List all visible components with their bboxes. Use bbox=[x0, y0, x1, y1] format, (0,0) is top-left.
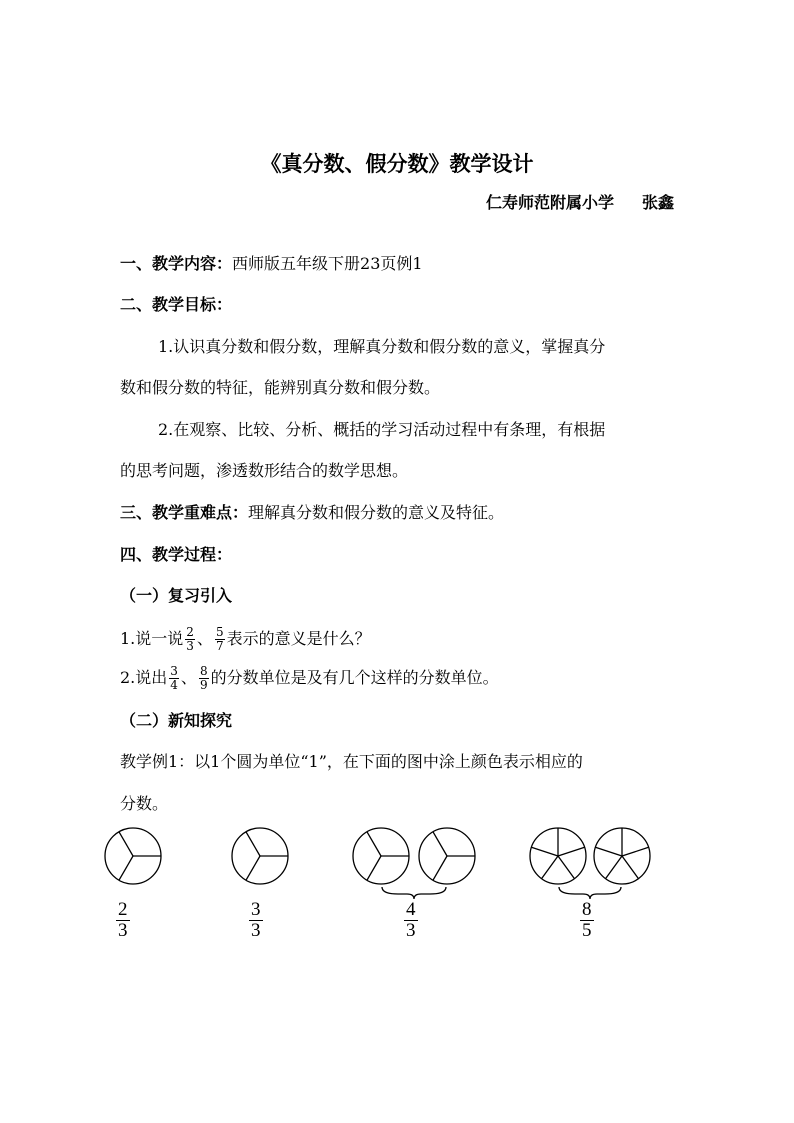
section-key bbox=[120, 503, 504, 523]
author-school: 仁寿师范附属小学 bbox=[485, 193, 614, 212]
circle-thirds-3 bbox=[353, 828, 409, 884]
figure-fraction-8-5: $\frac{8}{5}$ bbox=[582, 899, 592, 941]
section-content bbox=[120, 254, 423, 274]
circle-fifths-1 bbox=[530, 828, 586, 884]
fraction-8-9: $\frac{8}{9}$ bbox=[199, 664, 208, 692]
section-key-text: 理解真分数和假分数的意义及特征。 bbox=[248, 503, 505, 522]
brace-pair-thirds bbox=[382, 887, 446, 899]
author-line bbox=[486, 190, 674, 213]
section-process-label: 四、教学过程： bbox=[120, 545, 233, 564]
document-title: 《真分数、假分数》教学设计 bbox=[260, 151, 534, 176]
question-1-prefix: 1.说一说 bbox=[120, 629, 184, 648]
question-2-prefix: 2.说出 bbox=[120, 668, 168, 687]
brace-pair-fifths bbox=[559, 887, 621, 899]
fraction-3-4: $\frac{3}{4}$ bbox=[170, 664, 178, 692]
fraction-circles-figure bbox=[0, 820, 794, 900]
goal-2-line-2: 的思考问题，渗透数形结合的数学思想。 bbox=[120, 461, 409, 480]
section-key-label: 三、教学重难点： bbox=[120, 503, 249, 522]
example-line-1: 教学例1：以1个圆为单位“1”，在下面的图中涂上颜色表示相应的 bbox=[120, 752, 583, 771]
figure-fraction-3-3: $\frac{3}{3}$ bbox=[251, 899, 261, 941]
goal-2-line-1: 2.在观察、比较、分析、概括的学习活动过程中有条理，有根据 bbox=[158, 420, 606, 439]
question-2-suffix: 的分数单位是及有几个这样的分数单位。 bbox=[210, 668, 499, 687]
circle-thirds-4 bbox=[419, 828, 475, 884]
part-1-heading: （一）复习引入 bbox=[120, 586, 233, 605]
question-1-suffix: 表示的意义是什么？ bbox=[226, 629, 371, 648]
question-2: 2.说出 $\frac{3}{4}$ 、 $\frac{8}{9}$ 的分数单位是及有几个这样的分数单位。 bbox=[120, 664, 499, 692]
goal-1-line-1: 1.认识真分数和假分数，理解真分数和假分数的意义，掌握真分 bbox=[158, 337, 606, 356]
figure-fraction-2-3: $\frac{2}{3}$ bbox=[118, 899, 128, 941]
section-goals-label: 二、教学目标： bbox=[120, 295, 233, 314]
fraction-5-7: $\frac{5}{7}$ bbox=[215, 625, 224, 653]
part-2-heading: （二）新知探究 bbox=[120, 711, 233, 730]
circle-fifths-2 bbox=[594, 828, 650, 884]
circle-thirds-1 bbox=[105, 828, 161, 884]
section-content-label: 一、教学内容： bbox=[120, 254, 233, 273]
figure-fraction-4-3: $\frac{4}{3}$ bbox=[406, 899, 416, 941]
author-name: 张鑫 bbox=[641, 193, 674, 212]
circle-thirds-2 bbox=[232, 828, 288, 884]
goal-1-line-2: 数和假分数的特征，能辨别真分数和假分数。 bbox=[120, 378, 441, 397]
example-line-2: 分数。 bbox=[120, 794, 169, 813]
section-content-text: 西师版五年级下册23页例1 bbox=[232, 254, 423, 273]
fraction-2-3: $\frac{2}{3}$ bbox=[186, 625, 194, 653]
question-1: 1.说一说 $\frac{2}{3}$ 、 $\frac{5}{7}$ 表示的意义是什么？ bbox=[120, 625, 371, 653]
